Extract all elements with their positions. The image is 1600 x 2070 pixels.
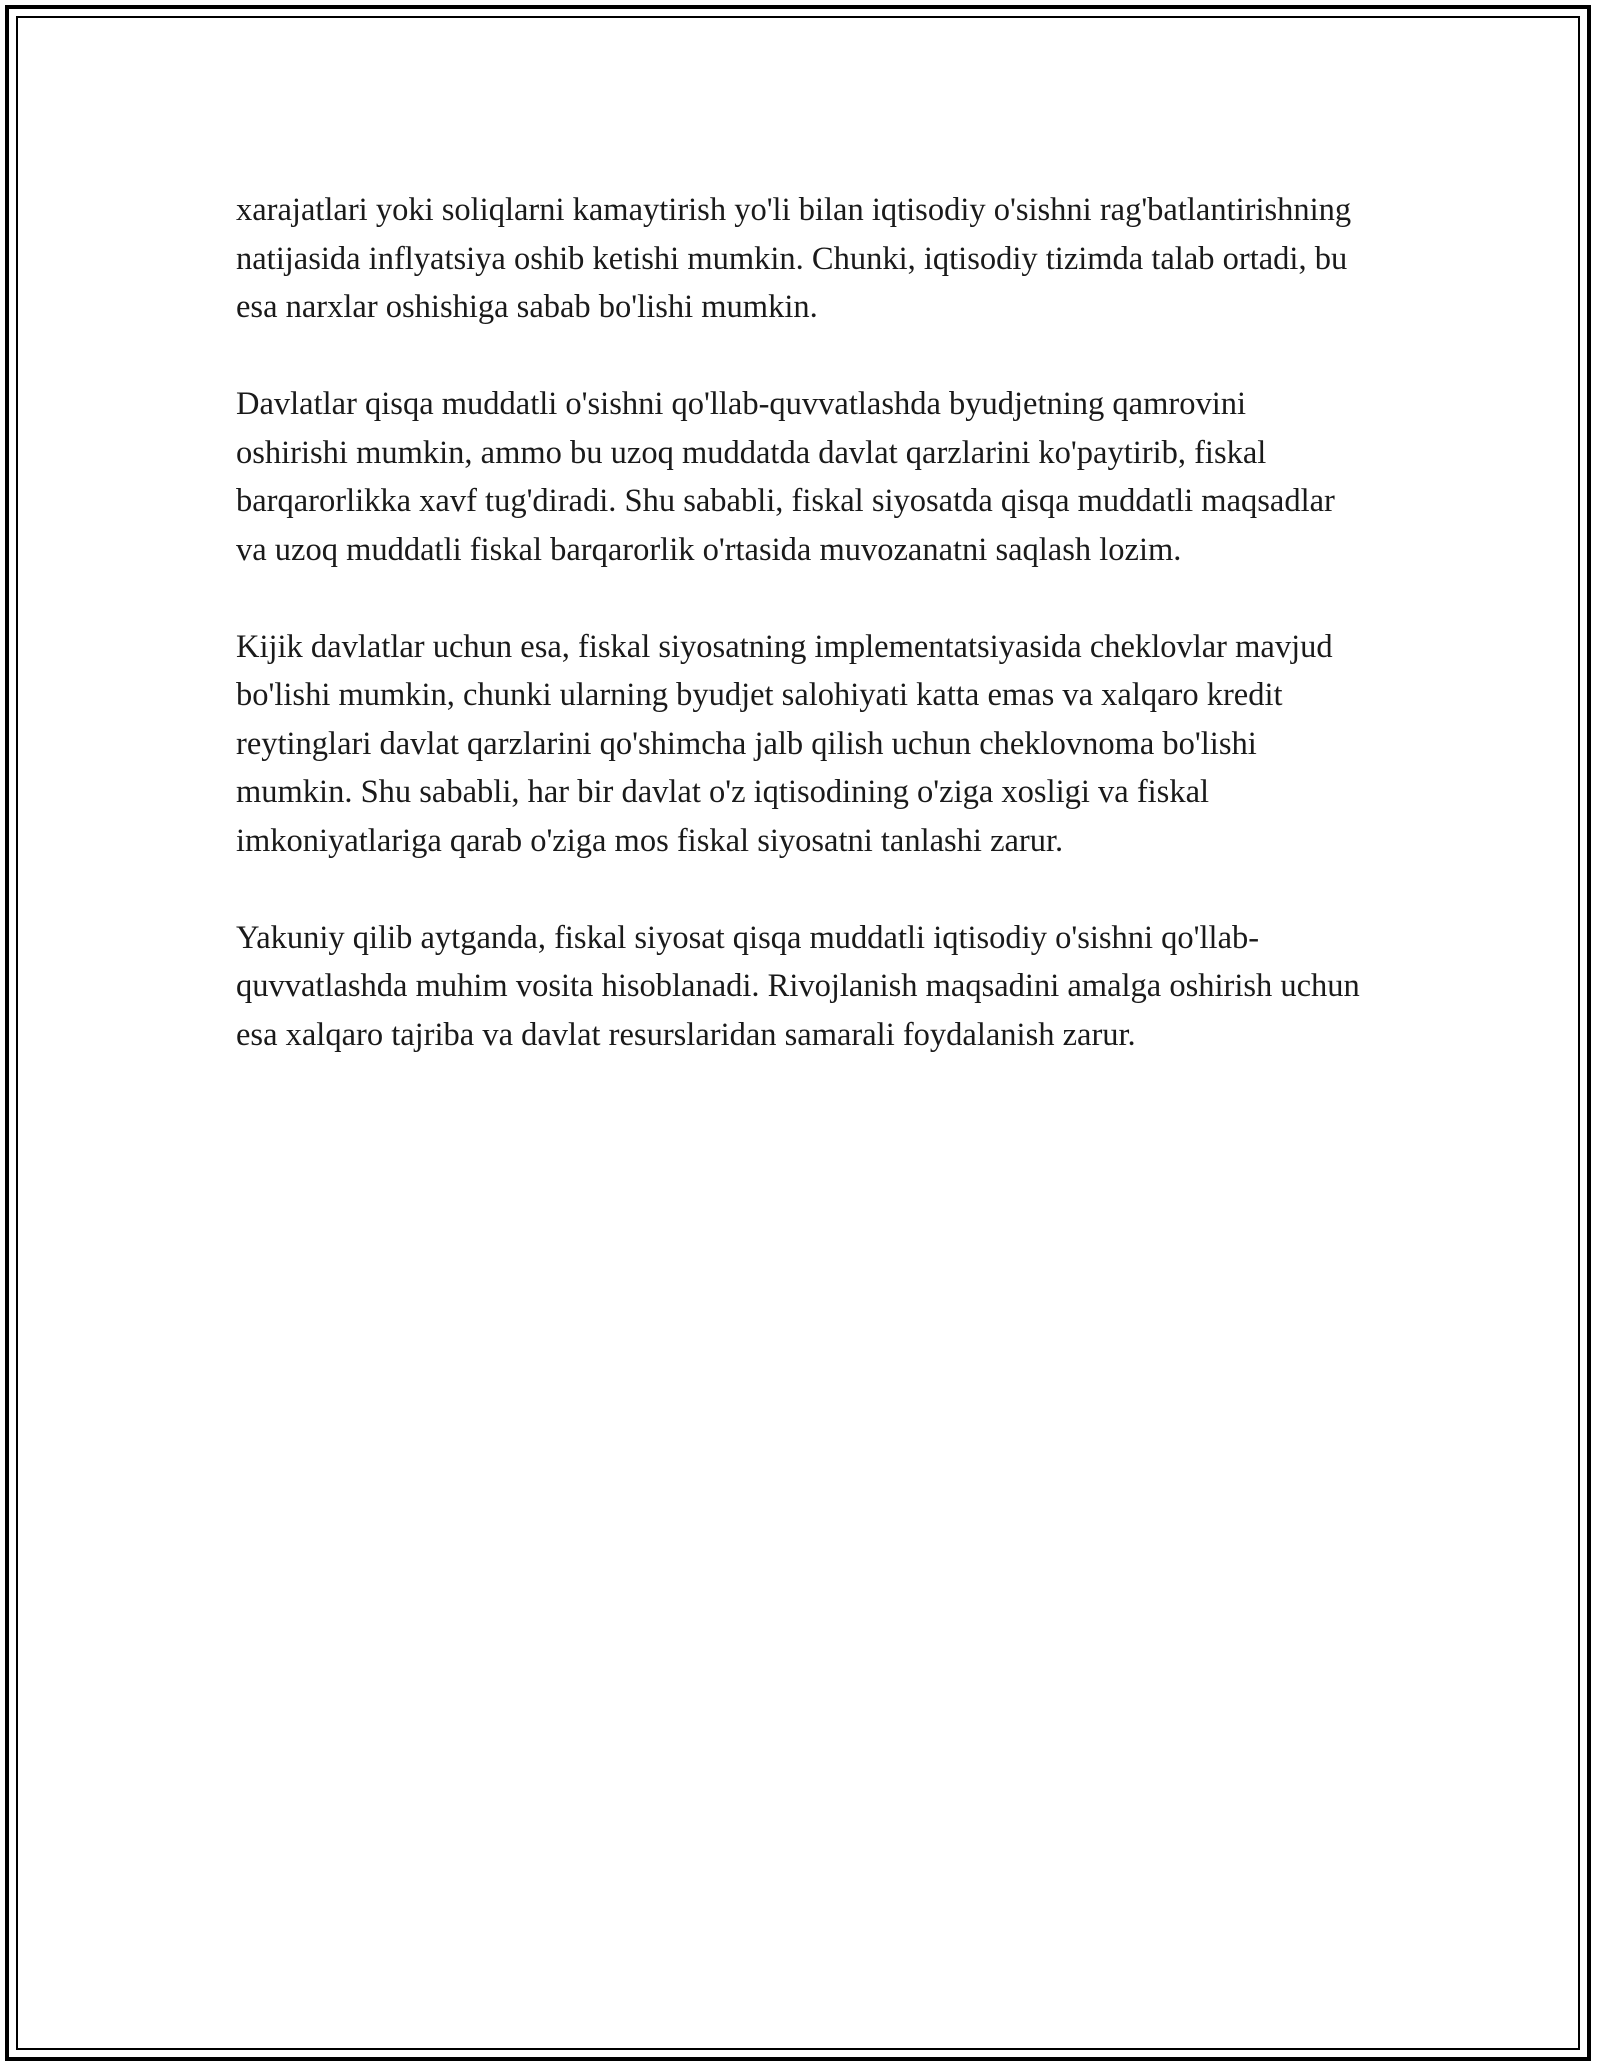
document-body — [236, 186, 1366, 1108]
paragraph-1: xarajatlari yoki soliqlarni kamaytirish yo'li bilan iqtisodiy o'sishni rag'batlantirishning natijasida inflyatsiya oshib ketishi mumkin. Chunki, iqtisodiy tizimda talab ortadi, bu esa narxlar oshishiga sabab bo'lishi mumkin. — [236, 192, 1352, 325]
paragraph-2: Davlatlar qisqa muddatli o'sishni qo'llab-quvvatlashda byudjetning qamrovini oshirishi mumkin, ammo bu uzoq muddatda davlat qarzlarini ko'paytirib, fiskal barqarorlikka xavf tug'diradi. Shu sababli, fiskal siyosatda qisqa muddatli maqsadlar va uzoq muddatli fiskal barqarorlik o'rtasida muvozanatni saqlash lozim. — [236, 386, 1335, 568]
paragraph-4: Yakuniy qilib aytganda, fiskal siyosat qisqa muddatli iqtisodiy o'sishni qo'llab-quvvatlashda muhim vosita hisoblanadi. Rivojlanish maqsadini amalga oshirish uchun esa xalqaro tajriba va davlat resurslaridan samarali foydalanish zarur. — [236, 919, 1360, 1053]
paragraph-3: Kijik davlatlar uchun esa, fiskal siyosatning implementatsiyasida cheklovlar mavjud bo'lishi mumkin, chunki ularning byudjet salohiyati katta emas va xalqaro kredit reytinglari davlat qarzlarini qo'shimcha jalb qilish uchun cheklovnoma bo'lishi mumkin. Shu sababli, har bir davlat o'z iqtisodining o'ziga xosligi va fiskal imkoniyatlariga qarab o'ziga mos fiskal siyosatni tanlashi zarur. — [236, 628, 1333, 859]
